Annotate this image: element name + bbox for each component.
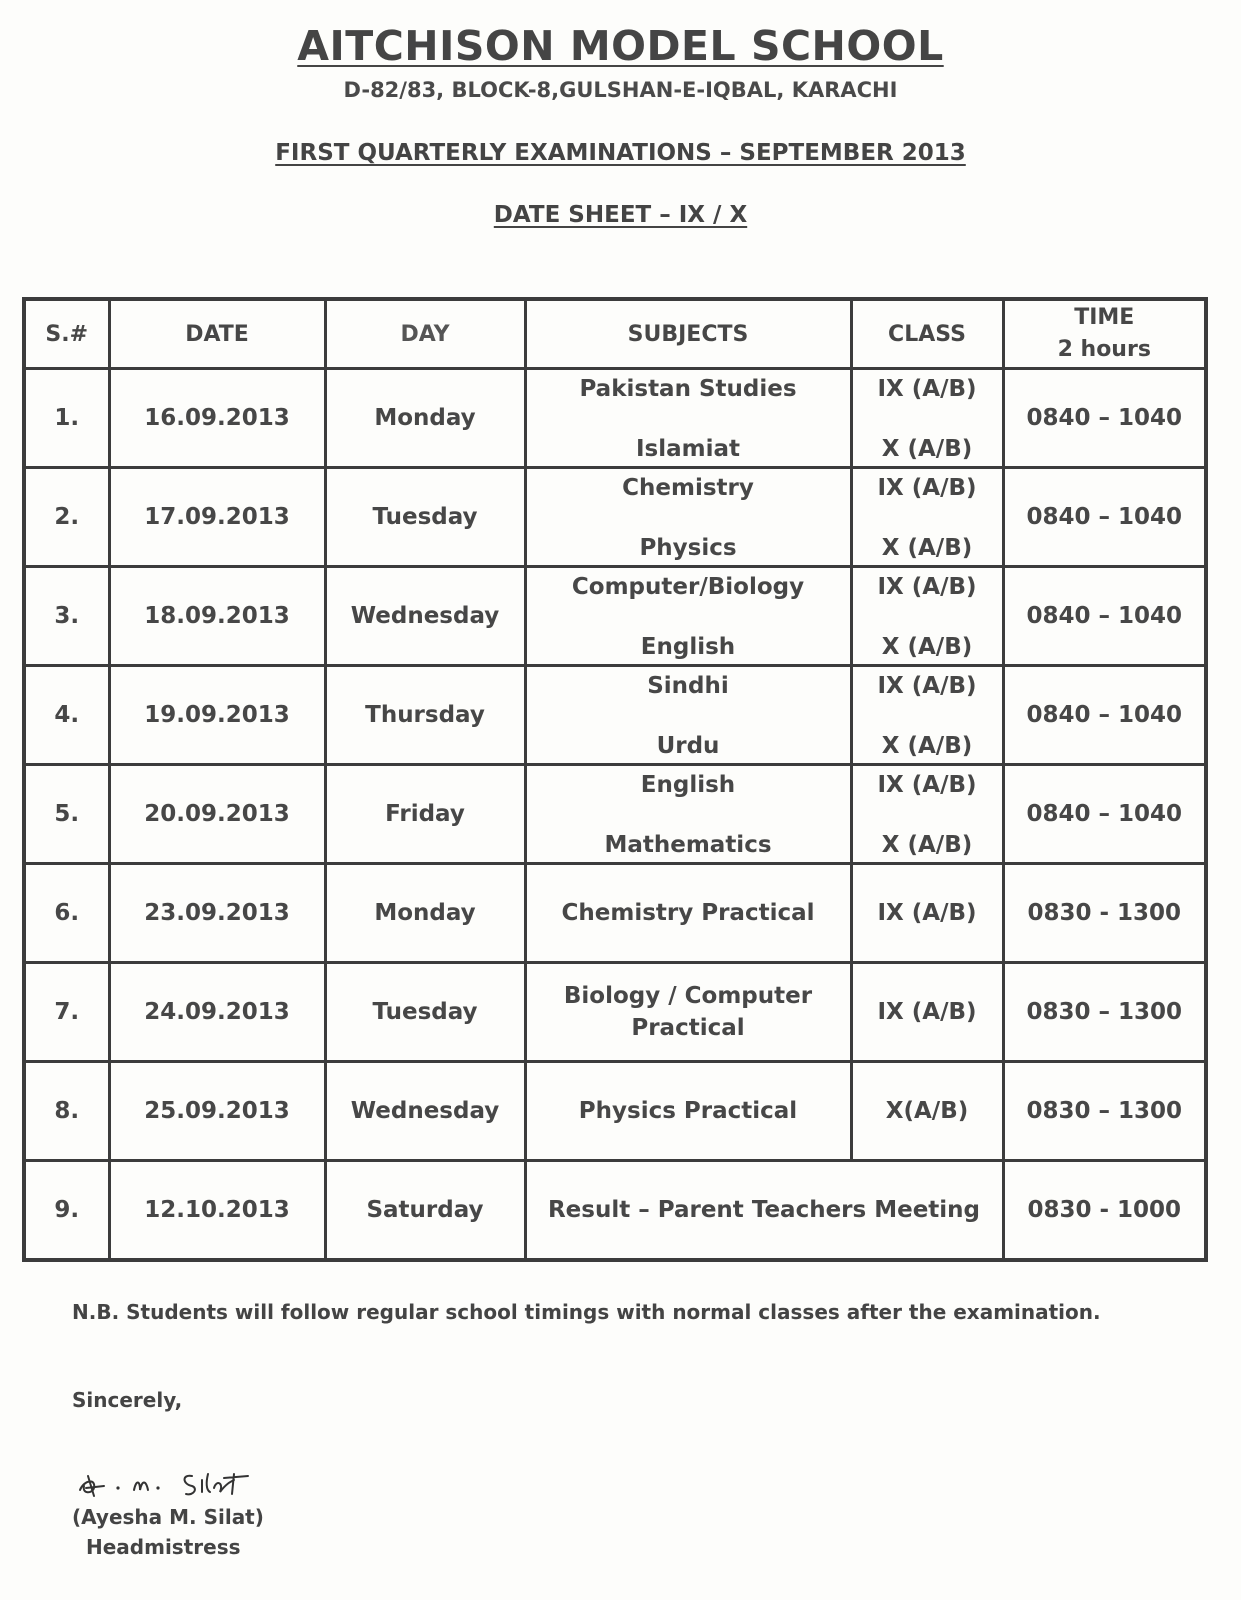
school-address: D-82/83, BLOCK-8,GULSHAN-E-IQBAL, KARACHI (343, 78, 898, 102)
note-text: N.B. Students will follow regular school timings with normal classes after the examination. (72, 1300, 1101, 1324)
cell-subjects: Physics Practical (525, 1062, 851, 1161)
date-sheet-title: DATE SHEET – IX / X (493, 202, 748, 228)
cell-sno: 9. (24, 1161, 109, 1261)
cell-sno: 8. (24, 1062, 109, 1161)
cell-date: 16.09.2013 (109, 369, 325, 468)
subject-second: Physics (639, 535, 737, 561)
cell-sno: 5. (24, 765, 109, 864)
subject-first: English (640, 772, 736, 798)
subject-second: Islamiat (635, 436, 741, 462)
cell-day: Tuesday (325, 468, 525, 567)
class-first: IX (A/B) (877, 376, 977, 402)
cell-sno: 2. (24, 468, 109, 567)
cell-day: Friday (325, 765, 525, 864)
cell-class (851, 567, 1003, 666)
cell-sno: 6. (24, 864, 109, 963)
subject-first: Chemistry (622, 475, 754, 501)
header-date: DATE (109, 299, 325, 369)
cell-class (851, 369, 1003, 468)
cell-class (851, 765, 1003, 864)
cell-day: Thursday (325, 666, 525, 765)
cell-class: IX (A/B) (851, 963, 1003, 1062)
cell-date: 19.09.2013 (109, 666, 325, 765)
cell-time: 0830 - 1300 (1003, 864, 1206, 963)
cell-subjects (525, 963, 851, 1062)
cell-time: 0840 – 1040 (1003, 666, 1206, 765)
cell-class: X(A/B) (851, 1062, 1003, 1161)
cell-date: 20.09.2013 (109, 765, 325, 864)
table-row (24, 1161, 1206, 1261)
table-header-row (24, 299, 1206, 369)
cell-time: 0840 – 1040 (1003, 765, 1206, 864)
class-first: IX (A/B) (877, 475, 977, 501)
cell-subjects (525, 666, 851, 765)
cell-day: Wednesday (325, 1062, 525, 1161)
table-row (24, 1062, 1206, 1161)
cell-time: 0830 - 1000 (1003, 1161, 1206, 1261)
cell-subjects (525, 369, 851, 468)
class-second: X (A/B) (881, 535, 973, 561)
header-time (1003, 299, 1206, 369)
cell-time: 0830 – 1300 (1003, 1062, 1206, 1161)
subject-second: English (640, 634, 736, 660)
cell-date: 25.09.2013 (109, 1062, 325, 1161)
header-subjects: SUBJECTS (525, 299, 851, 369)
cell-subjects (525, 765, 851, 864)
cell-subjects (525, 468, 851, 567)
cell-class (851, 666, 1003, 765)
class-second: X (A/B) (881, 832, 973, 858)
subject-first: Computer/Biology (571, 574, 805, 600)
class-second: X (A/B) (881, 733, 973, 759)
exam-title: FIRST QUARTERLY EXAMINATIONS – SEPTEMBER 2013 (275, 140, 966, 166)
class-first: IX (A/B) (877, 772, 977, 798)
subject-second: Mathematics (604, 832, 772, 858)
cell-class (851, 468, 1003, 567)
cell-time: 0830 – 1300 (1003, 963, 1206, 1062)
subject-line-second: Practical (631, 1015, 745, 1041)
header-class: CLASS (851, 299, 1003, 369)
signer-title: Headmistress (86, 1535, 241, 1559)
date-sheet-table (22, 297, 1208, 1262)
header-time-label: TIME (1074, 305, 1135, 330)
subject-first: Sindhi (647, 673, 729, 699)
cell-sno: 4. (24, 666, 109, 765)
table-row (24, 468, 1206, 567)
school-name: AITCHISON MODEL SCHOOL (297, 22, 944, 70)
subject-line-first: Biology / Computer (563, 983, 813, 1009)
subject-first: Pakistan Studies (579, 376, 797, 402)
signature-icon (74, 1466, 274, 1502)
subject-second: Urdu (656, 733, 720, 759)
signer-name: (Ayesha M. Silat) (72, 1505, 264, 1529)
cell-day: Monday (325, 369, 525, 468)
cell-date: 17.09.2013 (109, 468, 325, 567)
cell-sno: 7. (24, 963, 109, 1062)
cell-subjects: Chemistry Practical (525, 864, 851, 963)
class-first: IX (A/B) (877, 574, 977, 600)
header-time-duration: 2 hours (1057, 337, 1151, 362)
cell-time: 0840 – 1040 (1003, 567, 1206, 666)
table-row (24, 864, 1206, 963)
cell-day: Monday (325, 864, 525, 963)
table-row (24, 666, 1206, 765)
header-day: DAY (325, 299, 525, 369)
cell-sno: 3. (24, 567, 109, 666)
class-second: X (A/B) (881, 436, 973, 462)
table-row (24, 765, 1206, 864)
cell-date: 23.09.2013 (109, 864, 325, 963)
cell-day: Saturday (325, 1161, 525, 1261)
table-row (24, 567, 1206, 666)
cell-day: Tuesday (325, 963, 525, 1062)
cell-time: 0840 – 1040 (1003, 369, 1206, 468)
cell-day: Wednesday (325, 567, 525, 666)
cell-time: 0840 – 1040 (1003, 468, 1206, 567)
header-sno: S.# (24, 299, 109, 369)
class-first: IX (A/B) (877, 673, 977, 699)
closing-text: Sincerely, (72, 1388, 183, 1412)
cell-date: 18.09.2013 (109, 567, 325, 666)
cell-date: 24.09.2013 (109, 963, 325, 1062)
cell-sno: 1. (24, 369, 109, 468)
cell-class: IX (A/B) (851, 864, 1003, 963)
cell-subjects (525, 567, 851, 666)
cell-subjects-merged: Result – Parent Teachers Meeting (525, 1161, 1003, 1261)
table-row (24, 369, 1206, 468)
table-row (24, 963, 1206, 1062)
cell-date: 12.10.2013 (109, 1161, 325, 1261)
class-second: X (A/B) (881, 634, 973, 660)
